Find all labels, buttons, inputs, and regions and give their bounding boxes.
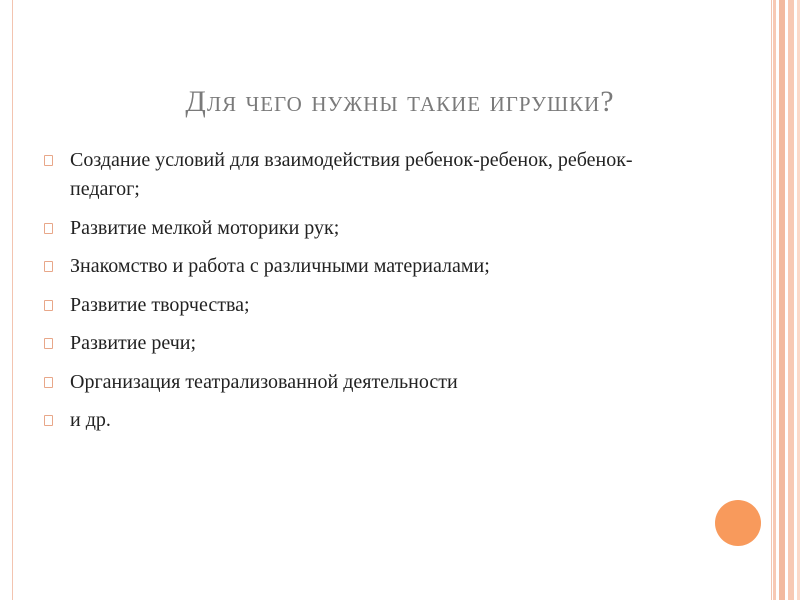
bullet-item <box>44 329 694 358</box>
decorative-stripes <box>772 0 800 600</box>
stripe <box>773 0 776 600</box>
square-bullet-icon <box>44 338 53 349</box>
orange-circle-decoration <box>715 500 761 546</box>
square-bullet-icon <box>44 223 53 234</box>
bullet-list <box>44 146 694 445</box>
bullet-item <box>44 252 694 281</box>
bullet-text: Организация театрализованной деятельности <box>70 370 458 393</box>
stripe <box>779 0 785 600</box>
slide-title: Для чего нужны такие игрушки? <box>185 85 615 118</box>
bullet-item <box>44 406 694 435</box>
square-bullet-icon <box>44 155 53 166</box>
bullet-text: Создание условий для взаимодействия ребенок-ребенок, ребенок-педагог; <box>70 149 633 200</box>
bullet-item <box>44 291 694 320</box>
square-bullet-icon <box>44 415 53 426</box>
bullet-text: Развитие мелкой моторики рук; <box>70 216 340 239</box>
bullet-text: Знакомство и работа с различными материалами; <box>70 255 490 277</box>
square-bullet-icon <box>44 261 53 272</box>
square-bullet-icon <box>44 300 53 311</box>
bullet-item <box>44 146 694 204</box>
bullet-text: Развитие речи; <box>70 332 197 354</box>
bullet-text: и др. <box>70 409 111 431</box>
bullet-text: Развитие творчества; <box>70 293 250 316</box>
bullet-item <box>44 368 694 397</box>
square-bullet-icon <box>44 377 53 388</box>
bullet-item <box>44 214 694 243</box>
stripe <box>788 0 794 600</box>
